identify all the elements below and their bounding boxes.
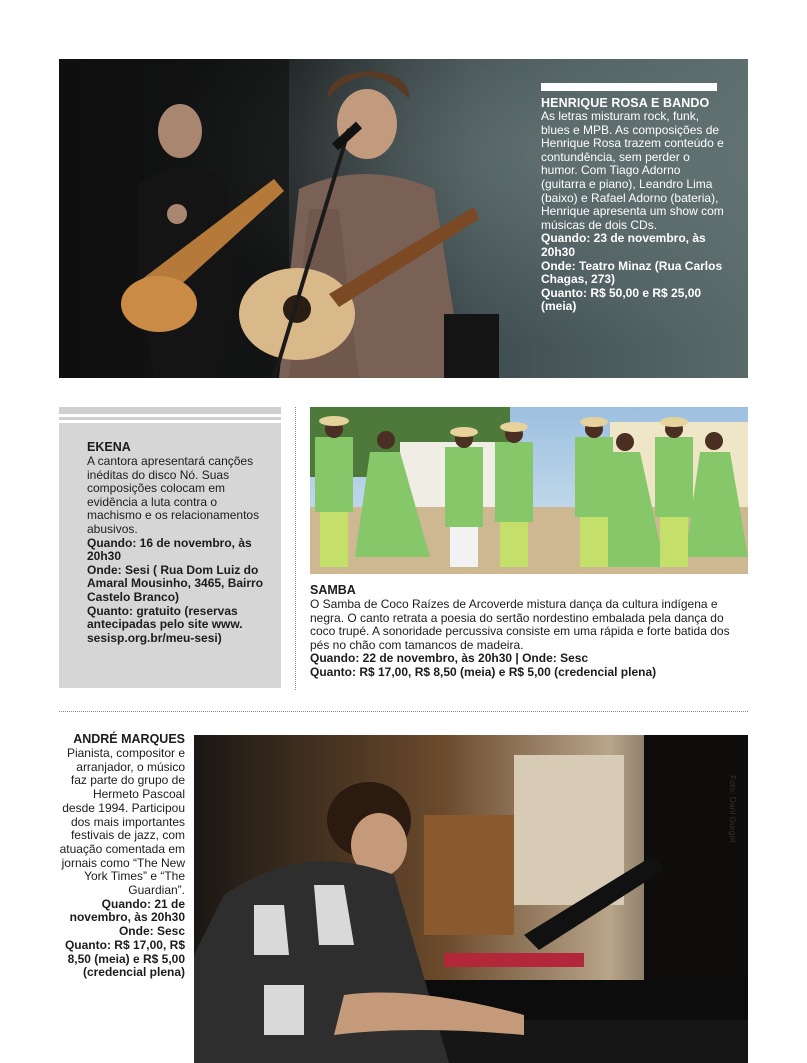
- event-description: O Samba de Coco Raízes de Arcoverde mistura dança da cultura indígena e negra. O canto retrata a poesia do sertão nordestino embalada pela dança do coco trupé. A sonoridade percussiva consiste em uma rápida e forte batida dos pés no chão com tamancos de madeira.: [310, 597, 730, 652]
- ekena-header-stripes: [59, 407, 281, 420]
- event-description: Pianista, compositor e arranjador, o músico faz parte do grupo de Hermeto Pascoal desde 1994. Participou dos mais importantes festivais de jazz, com atuação comentada em jornais como “The New York Times” e “The Guardian”.: [59, 746, 185, 898]
- event-venue: Onde: Sesc: [118, 924, 185, 939]
- event-title: EKENA: [87, 440, 131, 454]
- event-title: HENRIQUE ROSA E BANDO: [541, 96, 710, 110]
- andre-marques-caption: [59, 732, 185, 980]
- event-description: A cantora apresentará canções inéditas do disco Nó. Suas composições colocam em evidência a luta contra o machismo e os relacionamentos abusivos.: [87, 454, 260, 536]
- andre-marques-photo: [194, 735, 748, 1063]
- event-date: Quando: 23 de novembro, às 20h30: [541, 231, 706, 259]
- event-venue: Onde: Sesi ( Rua Dom Luiz do Amaral Mousinho, 3465, Bairro Castelo Branco): [87, 562, 264, 604]
- event-date: Quando: 21 de novembro, às 20h30: [69, 896, 185, 925]
- ekena-caption: [87, 440, 273, 645]
- event-price: Quanto: R$ 17,00, R$ 8,50 (meia) e R$ 5,00 (credencial plena): [310, 664, 657, 679]
- event-venue: Onde: Teatro Minaz (Rua Carlos Chagas, 273): [541, 258, 723, 287]
- event-price: Quanto: gratuito (reservas antecipadas pelo site www. sesisp.org.br/meu-sesi): [87, 603, 243, 645]
- event-description: As letras misturam rock, funk, blues e MPB. As composições de Henrique Rosa trazem conteúdo e contundência, sem perder o humor. Com Tiago Adorno (guitarra e piano), Leandro Lima (baixo) e Rafael Adorno (bateria), Henrique apresenta um show com músicas de dois CDs.: [541, 109, 724, 232]
- vertical-divider: [295, 407, 296, 690]
- event-date-venue: Quando: 22 de novembro, às 20h30 | Onde: Sesc: [310, 651, 589, 666]
- samba-photo: [310, 407, 748, 574]
- henrique-rosa-caption: [541, 83, 726, 314]
- event-price: Quanto: R$ 17,00, R$ 8,50 (meia) e R$ 5,00 (credencial plena): [64, 937, 185, 980]
- accent-bar: [541, 83, 717, 91]
- event-date: Quando: 16 de novembro, às 20h30: [87, 535, 252, 564]
- event-title: ANDRÉ MARQUES: [73, 732, 185, 746]
- event-title: SAMBA: [310, 583, 356, 597]
- photo-credit: [728, 735, 764, 843]
- samba-caption: [310, 583, 750, 680]
- horizontal-divider: [59, 711, 748, 712]
- photo-credit-text: Foto: Dani Gurgel: [728, 775, 738, 843]
- event-price: Quanto: R$ 50,00 e R$ 25,00 (meia): [541, 285, 702, 314]
